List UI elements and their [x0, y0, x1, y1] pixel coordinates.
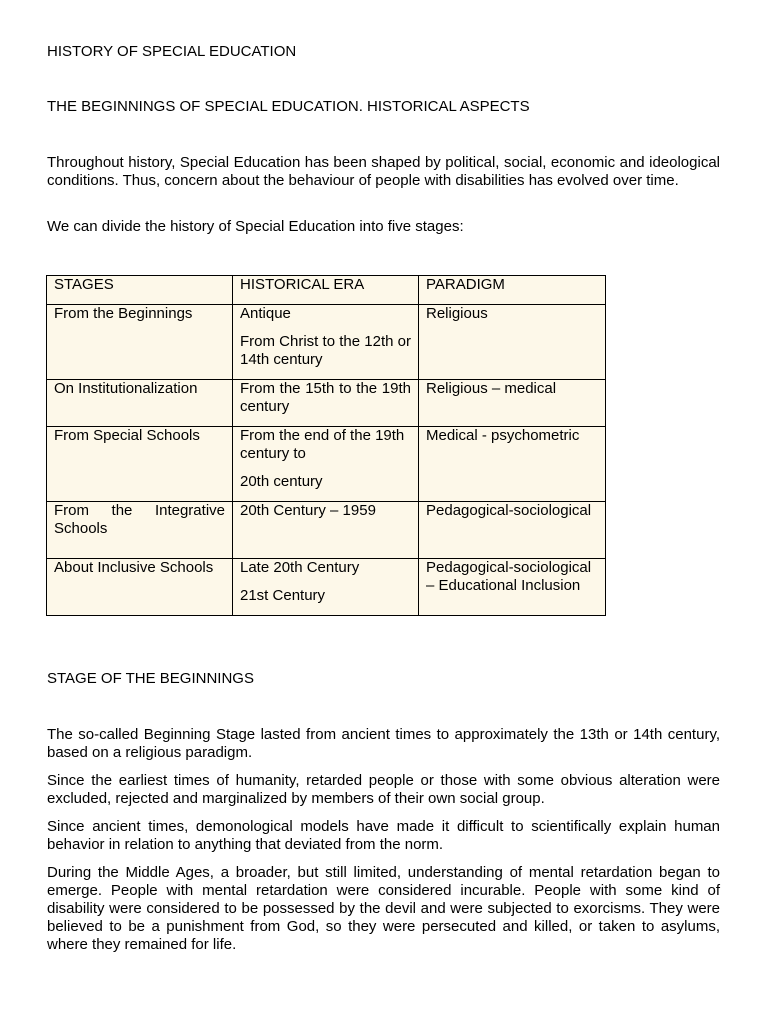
section-heading: STAGE OF THE BEGINNINGS: [47, 670, 254, 687]
era-cell: [233, 305, 419, 380]
table-header-cell: HISTORICAL ERA: [233, 276, 419, 305]
stage-cell: From the Beginnings: [47, 305, 233, 380]
paradigm-cell: Religious: [419, 305, 606, 380]
era-line: Late 20th Century: [240, 559, 360, 576]
era-line: 20th century: [240, 473, 323, 490]
body-paragraph: The so-called Beginning Stage lasted from ancient times to approximately the 13th or 14th century, based on a religious paradigm.: [47, 726, 720, 761]
stages-table: [46, 275, 606, 616]
body-paragraph: Since the earliest times of humanity, retarded people or those with some obvious alteration were excluded, rejected and marginalized by members of their own social group.: [47, 772, 720, 807]
table-header-row: [47, 276, 606, 305]
document-subtitle: THE BEGINNINGS OF SPECIAL EDUCATION. HISTORICAL ASPECTS: [47, 98, 530, 115]
table-row: [47, 380, 606, 427]
table-row: [47, 559, 606, 616]
document-title: HISTORY OF SPECIAL EDUCATION: [47, 43, 297, 60]
era-line: 21st Century: [240, 587, 326, 604]
era-line: 20th Century – 1959: [240, 502, 376, 519]
table-row: [47, 305, 606, 380]
era-line: From the end of the 19th century to: [240, 427, 405, 462]
intro-paragraph: Throughout history, Special Education has been shaped by political, social, economic and ideological conditions. Thus, concern about the behaviour of people with disabilities has evolved over time.: [47, 154, 720, 189]
era-cell: [233, 502, 419, 559]
era-line: From Christ to the 12th or 14th century: [240, 333, 411, 368]
body-paragraph: Since ancient times, demonological models have made it difficult to scientifically explain human behavior in relation to anything that deviated from the norm.: [47, 818, 720, 853]
body-paragraph: During the Middle Ages, a broader, but still limited, understanding of mental retardation began to emerge. People with mental retardation were considered incurable. People with some kind of disability were considered to be possessed by the devil and were subjected to exorcisms. They were believed to be a punishment from God, so they were persecuted and killed, or taken to asylums, where they remained for life.: [47, 864, 720, 953]
table-row: [47, 502, 606, 559]
era-line: Antique: [240, 305, 291, 322]
era-cell: [233, 380, 419, 427]
stage-cell: On Institutionalization: [47, 380, 233, 427]
era-line: From the 15th to the 19th century: [240, 380, 411, 415]
paradigm-cell: Pedagogical-sociological: [419, 502, 606, 559]
paradigm-cell: Religious – medical: [419, 380, 606, 427]
stage-cell: About Inclusive Schools: [47, 559, 233, 616]
era-cell: [233, 559, 419, 616]
paradigm-cell: Medical - psychometric: [419, 427, 606, 502]
table-header-cell: STAGES: [47, 276, 233, 305]
era-cell: [233, 427, 419, 502]
paradigm-cell: Pedagogical-sociological – Educational Inclusion: [419, 559, 606, 616]
stage-cell: From the Integrative Schools: [47, 502, 233, 559]
table-header-cell: PARADIGM: [419, 276, 606, 305]
stage-cell: From Special Schools: [47, 427, 233, 502]
intro-paragraph: We can divide the history of Special Education into five stages:: [47, 218, 464, 235]
table-row: [47, 427, 606, 502]
